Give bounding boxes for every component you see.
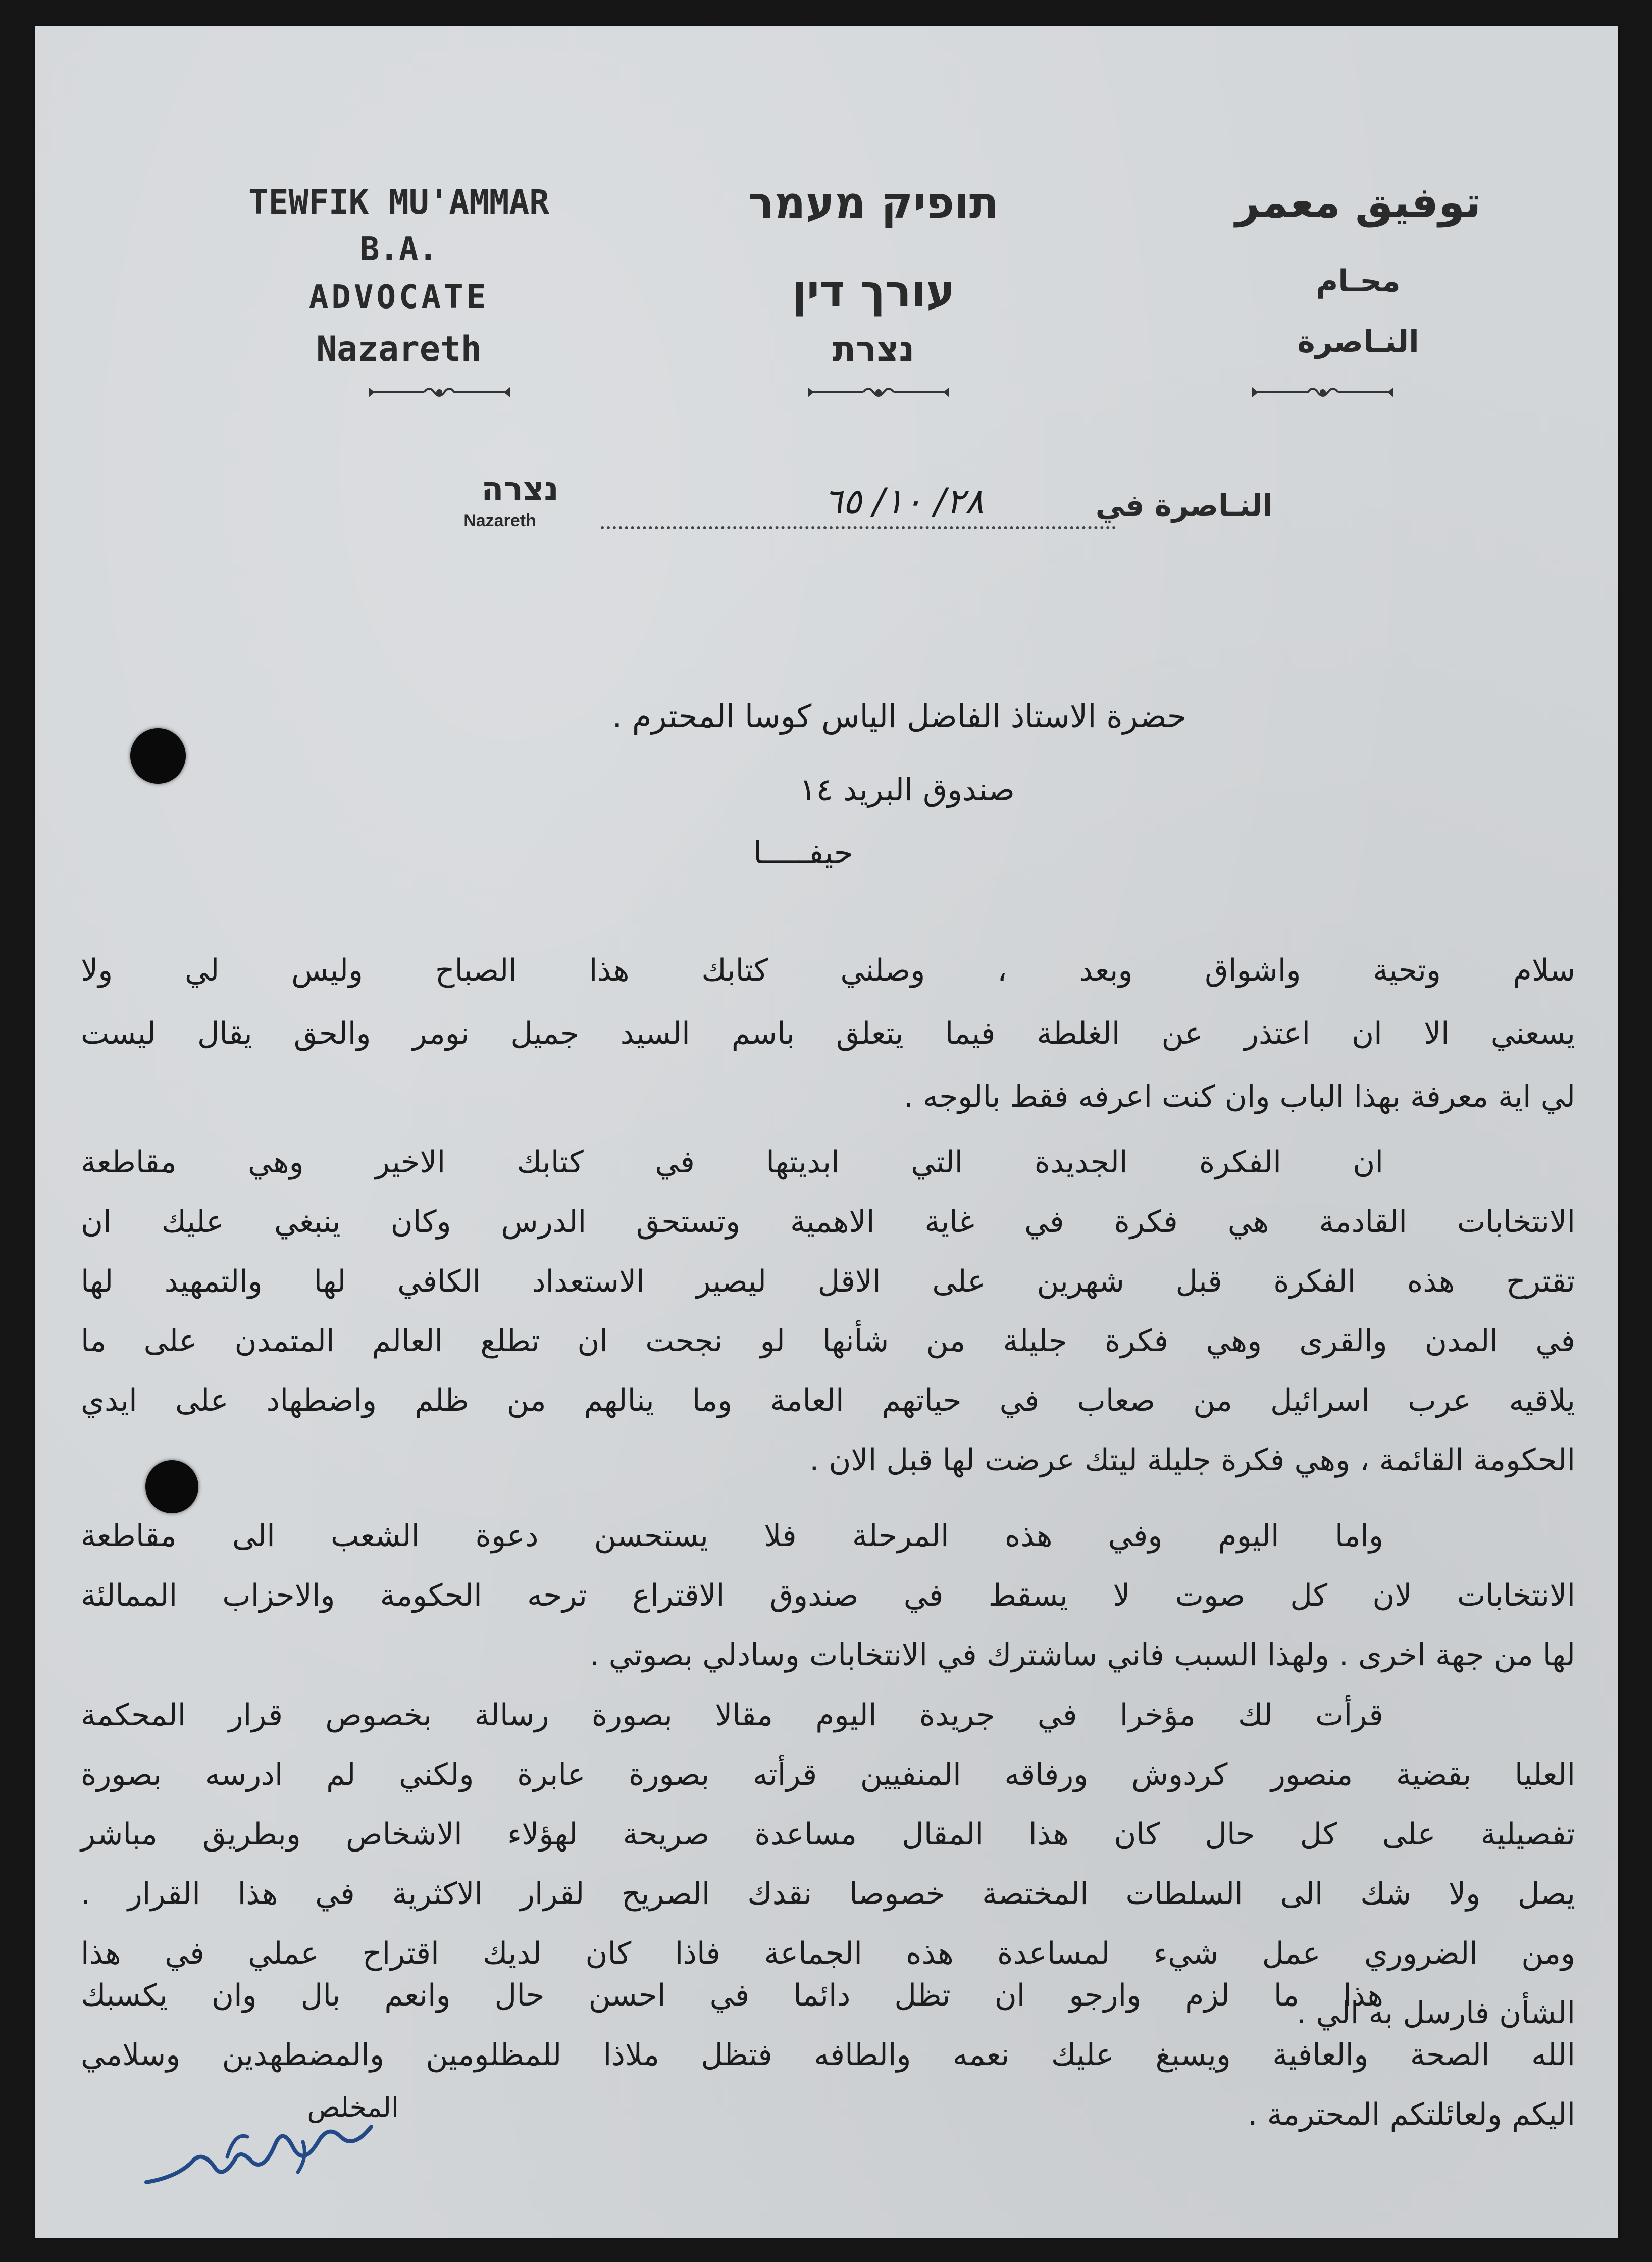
- body-p2-line-6: الحكومة القائمة ، وهي فكرة جليلة ليتك عرضت لها قبل الان .: [809, 1443, 1575, 1478]
- letterhead-arabic-city: النـاصرة: [1297, 324, 1419, 359]
- body-p4-line-2: العليا بقضية منصور كردوش ورفاقه المنفيين قرأته بصورة عابرة ولكني لم ادرسه بصورة: [81, 1757, 1575, 1792]
- dateline-date: ٢٨/ ١٠/ ٦٥: [823, 481, 984, 522]
- body-p5-line-2: الله الصحة والعافية ويسبغ عليك نعمه والطافه فتظل ملاذا للمظلومين والمضطهدين وسلامي: [81, 2037, 1575, 2073]
- body-p1-line-1: سلام وتحية واشواق وبعد ، وصلني كتابك هذا الصباح وليس لي ولا: [81, 953, 1575, 988]
- letterhead-arabic-title: محـام: [1316, 264, 1401, 299]
- letterhead-english-city: Nazareth: [316, 329, 482, 369]
- letterhead-hebrew-title: עורך דין: [792, 266, 955, 317]
- letterhead-hebrew-city: נצרת: [832, 329, 915, 369]
- closing-word: المخلص: [307, 2091, 399, 2123]
- body-p4-line-3: تفصيلية على كل حال كان هذا المقال مساعدة صريحة لهؤلاء الاشخاص وبطريق مباشر: [81, 1817, 1575, 1852]
- ornament-divider-arabic: [1252, 382, 1393, 402]
- body-p1-line-3: لي اية معرفة بهذا الباب وان كنت اعرفه فقط بالوجه .: [903, 1079, 1575, 1114]
- body-p2-line-2: الانتخابات القادمة هي فكرة في غاية الاهمية وتستحق الدرس وكان ينبغي عليك ان: [81, 1204, 1575, 1240]
- address-line-1: حضرة الاستاذ الفاضل الياس كوسا المحترم .: [612, 698, 1186, 735]
- body-p3-line-3: لها من جهة اخرى . ولهذا السبب فاني ساشترك في الانتخابات وسادلي بصوتي .: [589, 1637, 1575, 1673]
- handwritten-signature: [136, 2122, 389, 2197]
- body-p4-line-5: ومن الضروري عمل شيء لمساعدة هذه الجماعة فاذا كان لديك اقتراح عملي في هذا: [81, 1936, 1575, 1971]
- body-p5-line-1: هذا ما لزم وارجو ان تظل دائما في احسن حال وانعم بال وان يكسبك: [81, 1978, 1383, 2013]
- body-p3-line-2: الانتخابات لان كل صوت لا يسقط في صندوق الاقتراع ترحه الحكومة والاحزاب الممالئة: [81, 1578, 1575, 1613]
- dateline-english-city: Nazareth: [463, 511, 536, 530]
- body-p2-line-4: في المدن والقرى وهي فكرة جليلة من شأنها لو نجحت ان تطلع العالم المتمدن على ما: [81, 1323, 1575, 1359]
- dateline-hebrew-city: נצרה: [481, 471, 559, 508]
- ornament-divider-english: [369, 382, 510, 402]
- punch-hole-top: [130, 728, 186, 784]
- body-p3-line-1: واما اليوم وفي هذه المرحلة فلا يستحسن دعوة الشعب الى مقاطعة: [81, 1518, 1383, 1554]
- dateline-arabic-prefix: النـاصرة في: [1095, 488, 1272, 523]
- letterhead-arabic-name: توفيق معمر: [1235, 178, 1481, 227]
- letterhead-english-name: TEWFIK MU'AMMAR: [248, 183, 550, 222]
- body-p1-line-2: يسعني الا ان اعتذر عن الغلطة فيما يتعلق باسم السيد جميل نومر والحق يقال ليست: [81, 1016, 1575, 1051]
- address-line-3: حيفـــــا: [753, 834, 853, 871]
- body-p2-line-1: ان الفكرة الجديدة التي ابديتها في كتابك الاخير وهي مقاطعة: [81, 1145, 1383, 1180]
- letterhead-english-degree: B.A.: [359, 231, 438, 268]
- body-p5-line-3: اليكم ولعائلتكم المحترمة .: [1248, 2097, 1575, 2132]
- body-p2-line-5: يلاقيه عرب اسرائيل من صعاب في حياتهم العامة وما ينالهم من ظلم واضطهاد على ايدي: [81, 1383, 1575, 1418]
- body-p4-line-4: يصل ولا شك الى السلطات المختصة خصوصا نقدك الصريح لقرار الاكثرية في هذا القرار .: [81, 1876, 1575, 1912]
- letter-sheet: [35, 26, 1618, 2238]
- body-p2-line-3: تقترح هذه الفكرة قبل شهرين على الاقل ليصير الاستعداد الكافي لها والتمهيد لها: [81, 1264, 1575, 1299]
- letterhead-hebrew-name: תופיק מעמר: [748, 178, 999, 228]
- body-p4-line-6: الشأن فارسل به الي .: [1297, 1995, 1575, 2031]
- letterhead-english-title: ADVOCATE: [308, 279, 489, 316]
- dateline-dotted-line: [601, 526, 1116, 529]
- address-line-2: صندوق البريد ١٤: [799, 771, 1015, 808]
- ornament-divider-hebrew: [808, 382, 949, 402]
- body-p4-line-1: قرأت لك مؤخرا في جريدة اليوم مقالا بصورة رسالة بخصوص قرار المحكمة: [81, 1698, 1383, 1733]
